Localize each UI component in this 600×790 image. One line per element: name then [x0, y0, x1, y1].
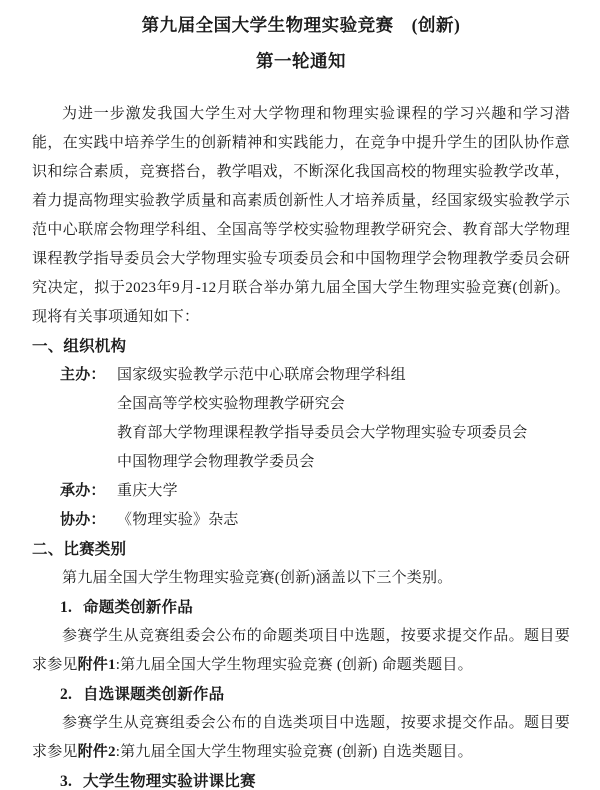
- organizer-label-host: 主办：: [60, 367, 106, 383]
- category-2-body-after: :第九届全国大学生物理实验竞赛 (创新) 自选类题目。: [115, 744, 473, 760]
- category-3-title: [32, 767, 570, 790]
- organizer-list: [32, 361, 570, 535]
- category-lead: 第九届全国大学生物理实验竞赛(创新)涵盖以下三个类别。: [62, 570, 453, 586]
- organizer-label-spacer: [60, 390, 117, 419]
- organizer-row: [32, 506, 570, 535]
- organizer-row: [32, 477, 570, 506]
- category-2-description: [32, 709, 570, 767]
- organizer-value: 重庆大学: [117, 483, 178, 499]
- organizer-value: 国家级实验教学示范中心联席会物理学科组: [117, 367, 406, 383]
- category-3-title-text: 大学生物理实验讲课比赛: [83, 773, 256, 790]
- attachment-2-ref: 附件2: [77, 744, 116, 760]
- category-1-body-after: :第九届全国大学生物理实验竞赛 (创新) 命题类题目。: [115, 657, 473, 673]
- organizer-row: [32, 361, 570, 390]
- category-2-title-text: 自选课题类创新作品: [83, 686, 225, 703]
- organizer-value: 《物理实验》杂志: [117, 512, 239, 528]
- category-3-number: 3.: [60, 773, 73, 790]
- intro-paragraph: 为进一步激发我国大学生对大学物理和物理实验课程的学习兴趣和学习潜能，在实践中培养学生的创新精神和实践能力，在竞争中提升学生的团队协作意识和综合素质，竞赛搭台，教学唱戏，不断深化我国高校的物理实验教学改革，着力提高物理实验教学质量和高素质创新性人才培养质量，经国家级实验教学示范中心联席会物理学科组、全国高等学校实验物理教学研究会、教育部大学物理课程教学指导委员会大学物理实验专项委员会和中国物理学会物理教学委员会研究决定，拟于2023年9月-12月联合举办第九届全国大学生物理实验竞赛(创新)。现将有关事项通知如下：: [32, 106, 570, 325]
- section-2-heading: 二、比赛类别: [32, 541, 127, 558]
- doc-title: 第九届全国大学生物理实验竞赛 (创新): [141, 15, 461, 35]
- organizer-row: [32, 390, 570, 419]
- organizer-label-spacer: [60, 419, 117, 448]
- category-1-title-text: 命题类创新作品: [83, 599, 193, 616]
- category-2-number: 2.: [60, 686, 73, 703]
- organizer-row: [32, 448, 570, 477]
- attachment-1-ref: 附件1: [77, 657, 116, 673]
- category-2-body-before: 参赛学生从竞赛组委会公布的自选类项目中选题，按要求提交作品。题目要求参见: [32, 715, 570, 760]
- doc-subtitle: 第一轮通知: [256, 51, 346, 71]
- organizer-value: 教育部大学物理课程教学指导委员会大学物理实验专项委员会: [117, 425, 528, 441]
- organizer-label-undertaker: 承办：: [60, 483, 106, 499]
- category-1-description: [32, 622, 570, 680]
- section-1-heading: 一、组织机构: [32, 338, 127, 355]
- organizer-label-spacer: [60, 448, 117, 477]
- category-1-number: 1.: [60, 599, 73, 616]
- category-2-title: [32, 680, 570, 709]
- organizer-value: 中国物理学会物理教学委员会: [117, 454, 315, 470]
- organizer-label-coorganizer: 协办：: [60, 512, 106, 528]
- category-1-body-before: 参赛学生从竞赛组委会公布的命题类项目中选题，按要求提交作品。题目要求参见: [32, 628, 570, 673]
- organizer-row: [32, 419, 570, 448]
- organizer-value: 全国高等学校实验物理教学研究会: [117, 396, 346, 412]
- category-1-title: [32, 593, 570, 622]
